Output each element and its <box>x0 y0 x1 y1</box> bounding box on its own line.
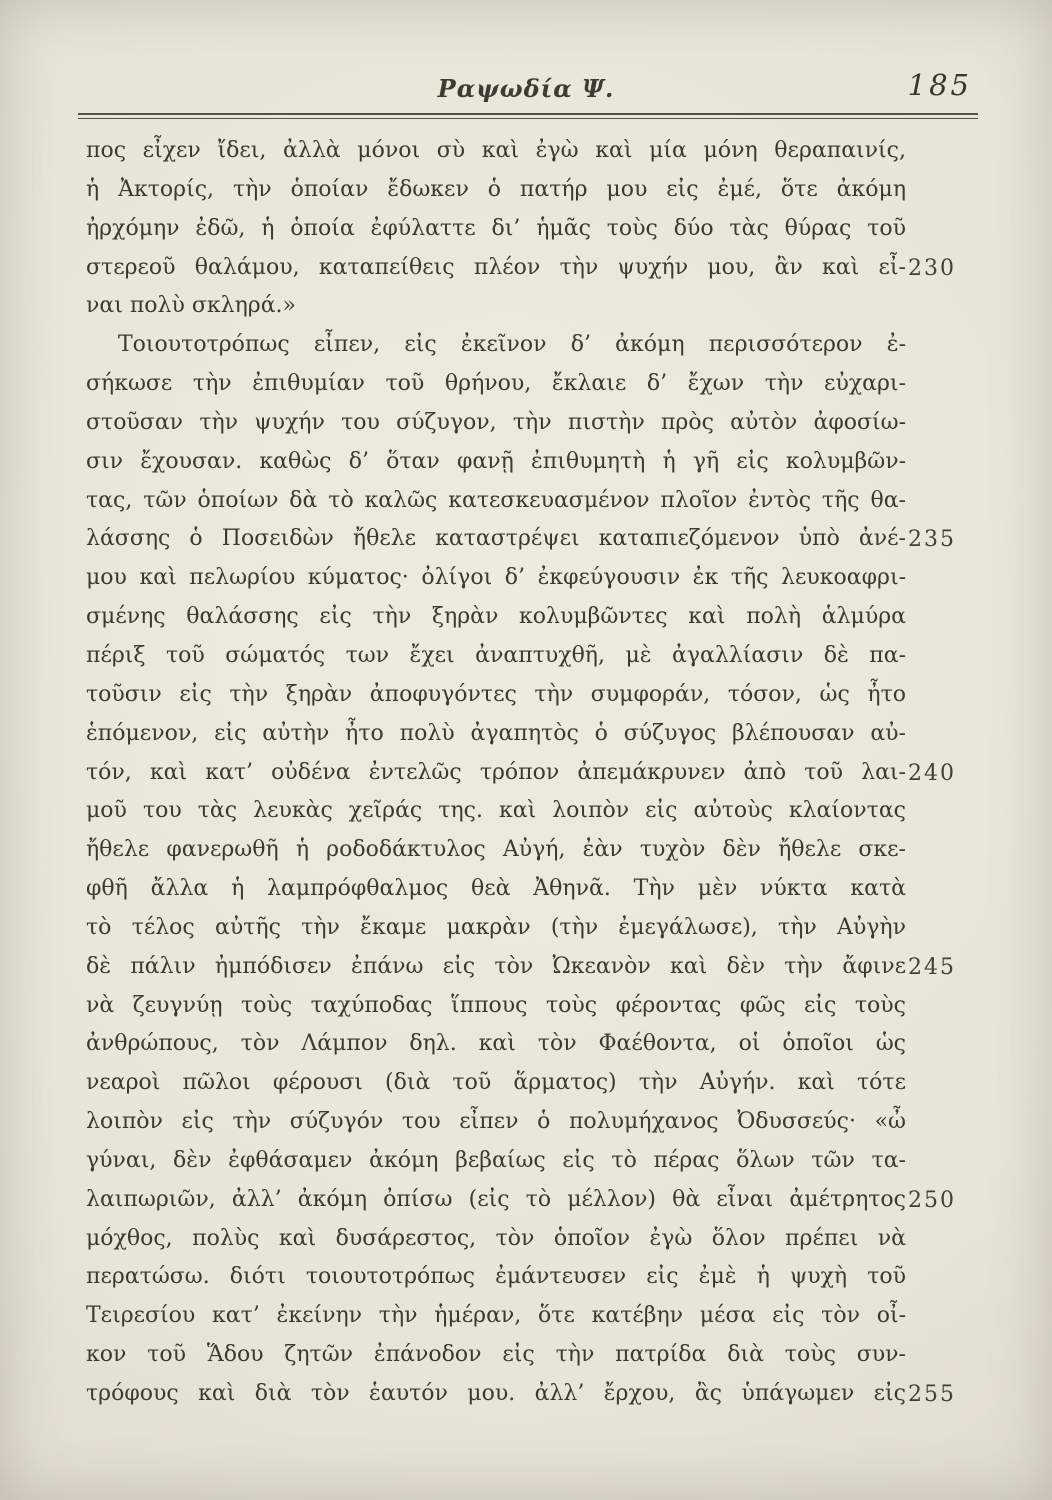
text-line <box>86 1142 906 1181</box>
text-line <box>86 404 906 443</box>
line-text: τρόφους καὶ διὰ τὸν ἑαυτόν μου. ἀλλ’ ἔρχου, ἂς ὑπάγωμεν εἰς <box>86 1381 906 1406</box>
page-header <box>78 68 974 108</box>
line-text: σιν ἔχουσαν. καθὼς δ’ ὅταν φανῇ ἐπιθυμητὴ ἡ γῆ εἰς κολυμβῶν- <box>86 448 906 474</box>
line-text: σήκωσε τὴν ἐπιθυμίαν τοῦ θρήνου, ἔκλαιε δ’ ἔχων τὴν εὐχαρι- <box>86 371 906 397</box>
line-text: τὸ τέλος αὐτῆς τὴν ἔκαμε μακρὰν (τὴν ἐμεγάλωσε), τὴν Αὐγὴν <box>86 914 906 940</box>
line-text: νὰ ζευγνύῃ τοὺς ταχύποδας ἵππους τοὺς φέροντας φῶς εἰς τοὺς <box>86 992 906 1018</box>
text-line <box>86 132 906 171</box>
line-text: μόχθος, πολὺς καὶ δυσάρεστος, τὸν ὁποῖον ἐγὼ ὅλον πρέπει νὰ <box>86 1225 906 1251</box>
text-line <box>86 1181 956 1220</box>
line-text: στερεοῦ θαλάμου, καταπείθεις πλέον τὴν ψυχήν μου, ἂν καὶ εἶ- <box>86 254 906 280</box>
text-line <box>86 1297 906 1336</box>
verse-number: 240 <box>908 760 956 786</box>
body-text <box>86 132 956 1414</box>
text-line <box>86 482 906 521</box>
text-line <box>86 715 906 754</box>
text-line <box>86 1220 906 1259</box>
text-line <box>86 210 906 249</box>
text-line <box>86 909 906 948</box>
line-text: τόν, καὶ κατ’ οὐδένα ἐντελῶς τρόπον ἀπεμάκρυνεν ἀπὸ τοῦ λαι- <box>86 759 906 785</box>
text-line <box>86 1025 906 1064</box>
line-text: ἑπόμενον, εἰς αὐτὴν ἦτο πολὺ ἀγαπητὸς ὁ σύζυγος βλέπουσαν αὐ- <box>86 720 906 746</box>
line-text: πέριξ τοῦ σώματός των ἔχει ἀναπτυχθῆ, μὲ ἀγαλλίασιν δὲ πα- <box>86 642 906 668</box>
line-text: ἀνθρώπους, τὸν Λάμπον δηλ. καὶ τὸν Φαέθοντα, οἱ ὁποῖοι ὡς <box>86 1031 906 1057</box>
text-line <box>86 870 906 909</box>
page-number: 185 <box>907 68 972 102</box>
verse-number: 235 <box>908 527 956 553</box>
text-line <box>86 676 906 715</box>
text-line <box>86 1103 906 1142</box>
page-title: Ραψωδία Ψ. <box>437 74 615 103</box>
line-text: λοιπὸν εἰς τὴν σύζυγόν του εἶπεν ὁ πολυμήχανος Ὀδυσσεύς· «ὦ <box>86 1109 906 1135</box>
text-line <box>86 1064 906 1103</box>
verse-number: 230 <box>908 255 956 281</box>
text-line <box>86 171 906 210</box>
text-line <box>86 831 906 870</box>
verse-number: 255 <box>908 1382 956 1407</box>
text-line <box>86 948 956 987</box>
text-line <box>86 287 906 326</box>
text-line <box>86 443 906 482</box>
verse-number: 250 <box>908 1187 956 1213</box>
header-double-rule <box>78 113 978 119</box>
line-text: στοῦσαν τὴν ψυχήν του σύζυγον, τὴν πιστὴν πρὸς αὐτὸν ἀφοσίω- <box>86 409 906 435</box>
text-line <box>86 754 956 793</box>
text-line <box>86 1258 906 1297</box>
line-text: μοῦ του τὰς λευκὰς χεῖράς της. καὶ λοιπὸν εἰς αὐτοὺς κλαίοντας <box>86 798 906 824</box>
text-line <box>86 1336 906 1375</box>
line-text: κον τοῦ Ἅδου ζητῶν ἐπάνοδον εἰς τὴν πατρίδα διὰ τοὺς συν- <box>86 1342 906 1368</box>
line-text: περατώσω. διότι τοιουτοτρόπως ἐμάντευσεν εἰς ἐμὲ ἡ ψυχὴ τοῦ <box>86 1264 906 1290</box>
text-line <box>86 792 906 831</box>
line-text: ἤθελε φανερωθῆ ἡ ροδοδάκτυλος Αὐγή, ἐὰν τυχὸν δὲν ἤθελε σκε- <box>86 837 906 863</box>
text-line <box>86 365 906 404</box>
text-line <box>86 249 956 288</box>
text-line <box>86 598 906 637</box>
line-text: τας, τῶν ὁποίων δὰ τὸ καλῶς κατεσκευασμένον πλοῖον ἐντὸς τῆς θα- <box>86 487 906 513</box>
line-text: μου καὶ πελωρίου κύματος· ὀλίγοι δ’ ἐκφεύγουσιν ἐκ τῆς λευκοαφρι- <box>86 565 906 591</box>
text-line <box>86 326 906 365</box>
line-text: Τοιουτοτρόπως εἶπεν, εἰς ἐκεῖνον δ’ ἀκόμη περισσότερον ἐ- <box>118 332 906 358</box>
line-text: Τειρεσίου κατ’ ἐκείνην τὴν ἡμέραν, ὅτε κατέβην μέσα εἰς τὸν οἶ- <box>86 1303 906 1329</box>
text-line <box>86 520 956 559</box>
line-text: σμένης θαλάσσης εἰς τὴν ξηρὰν κολυμβῶντες καὶ πολὴ ἁλμύρα <box>86 604 906 630</box>
text-line <box>86 559 906 598</box>
line-text: γύναι, δὲν ἐφθάσαμεν ἀκόμη βεβαίως εἰς τὸ πέρας ὅλων τῶν τα- <box>86 1147 906 1173</box>
line-text: ἠρχόμην ἐδῶ, ἡ ὁποία ἐφύλαττε δι’ ἡμᾶς τοὺς δύο τὰς θύρας τοῦ <box>86 215 906 241</box>
line-text: ναι πολὺ σκληρά.» <box>86 293 296 319</box>
line-text: φθῆ ἄλλα ἡ λαμπρόφθαλμος θεὰ Ἀθηνᾶ. Τὴν μὲν νύκτα κατὰ <box>86 876 906 902</box>
line-text: ἡ Ἀκτορίς, τὴν ὁποίαν ἔδωκεν ὁ πατήρ μου εἰς ἐμέ, ὅτε ἀκόμη <box>86 176 906 202</box>
text-line <box>86 637 906 676</box>
text-line <box>86 987 906 1026</box>
line-text: πος εἶχεν ἴδει, ἀλλὰ μόνοι σὺ καὶ ἐγὼ καὶ μία μόνη θεραπαινίς, <box>86 138 906 163</box>
line-text: τοῦσιν εἰς τὴν ξηρὰν ἀποφυγόντες τὴν συμφοράν, τόσον, ὡς ἦτο <box>86 681 906 707</box>
verse-number: 245 <box>908 954 956 980</box>
line-text: δὲ πάλιν ἠμπόδισεν ἐπάνω εἰς τὸν Ὠκεανὸν καὶ δὲν τὴν ἄφινε <box>86 953 906 979</box>
text-line <box>86 1375 956 1414</box>
line-text: λαιπωριῶν, ἀλλ’ ἀκόμη ὀπίσω (εἰς τὸ μέλλον) θὰ εἶναι ἀμέτρητος <box>86 1186 906 1212</box>
line-text: νεαροὶ πῶλοι φέρουσι (διὰ τοῦ ἅρματος) τὴν Αὐγήν. καὶ τότε <box>86 1070 906 1096</box>
line-text: λάσσης ὁ Ποσειδὼν ἤθελε καταστρέψει καταπιεζόμενον ὑπὸ ἀνέ- <box>86 526 906 552</box>
